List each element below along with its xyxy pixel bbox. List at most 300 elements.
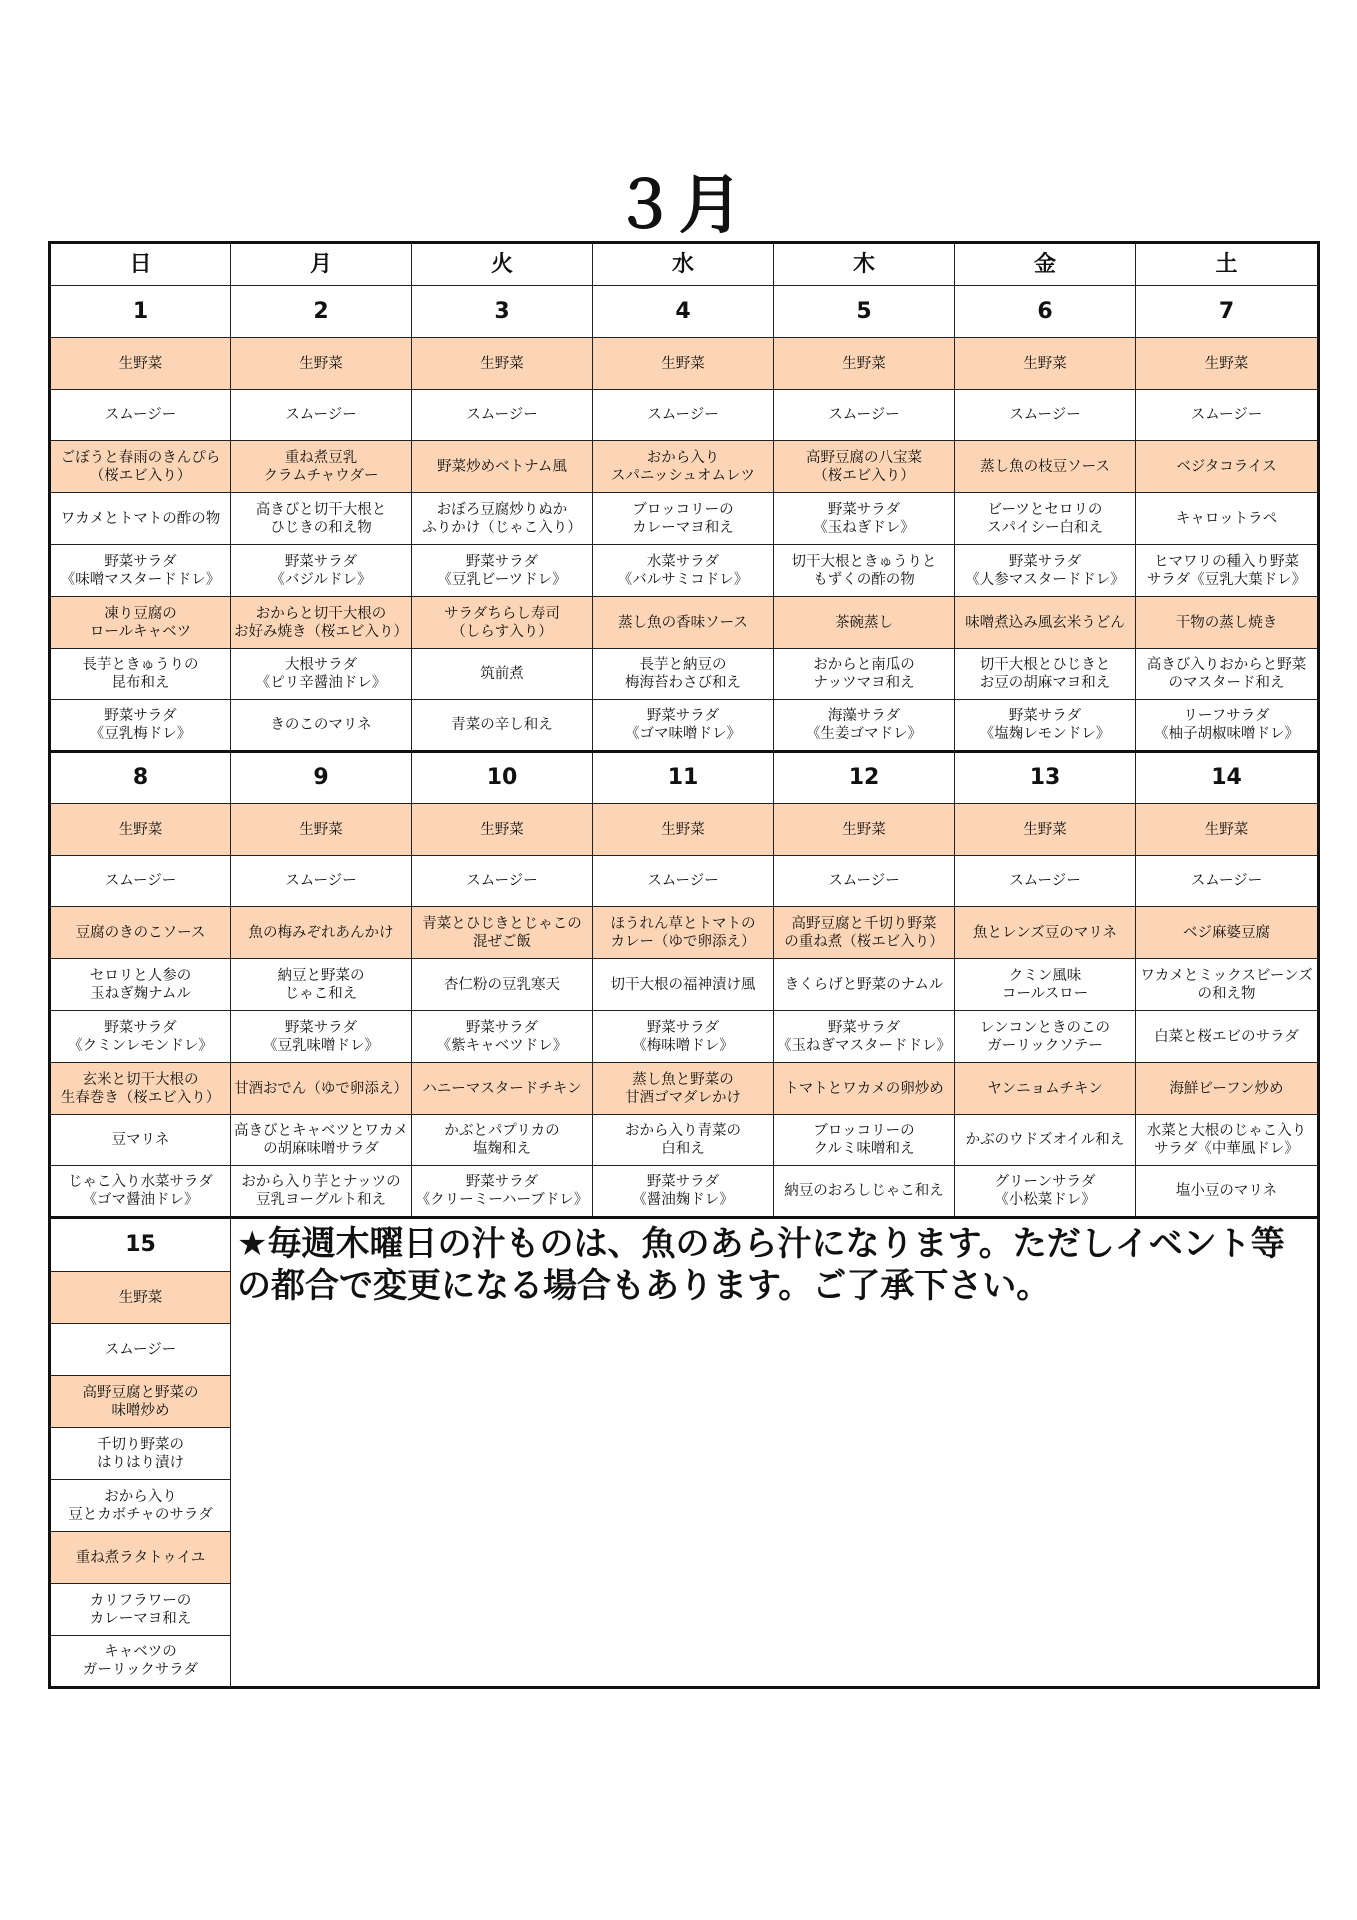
menu-item: ベジ麻婆豆腐 <box>1183 924 1270 941</box>
menu-cell <box>593 856 774 907</box>
menu-cell <box>593 1063 774 1115</box>
weekday-label: 日 <box>129 251 152 277</box>
menu-cell <box>774 338 955 390</box>
menu-item: 生野菜 <box>842 355 886 372</box>
menu-cell <box>593 649 774 700</box>
menu-cell <box>593 441 774 493</box>
menu-cell <box>50 545 231 597</box>
menu-cell <box>774 597 955 649</box>
menu-item: ブロッコリーの クルミ味噌和え <box>813 1123 915 1157</box>
date-cell <box>412 752 593 804</box>
menu-item: 塩小豆のマリネ <box>1175 1183 1278 1199</box>
menu-cell <box>50 597 231 649</box>
menu-cell <box>593 545 774 597</box>
menu-item: ヒマワリの種入り野菜 サラダ《豆乳大葉ドレ》 <box>1146 553 1307 588</box>
menu-cell <box>50 856 231 907</box>
menu-item: 海藻サラダ 《生姜ゴマドレ》 <box>806 708 922 742</box>
menu-cell <box>1136 907 1319 959</box>
menu-cell <box>412 441 593 493</box>
menu-cell <box>412 856 593 907</box>
menu-cell <box>955 1063 1136 1115</box>
menu-cell <box>412 700 593 752</box>
menu-item: スムージー <box>828 407 900 423</box>
menu-item: 野菜サラダ 《バジルドレ》 <box>270 553 372 588</box>
menu-item: スムージー <box>104 1341 177 1358</box>
menu-cell <box>1136 856 1319 907</box>
date-number: 14 <box>1211 765 1242 790</box>
date-cell <box>50 286 231 338</box>
menu-cell <box>50 1115 231 1166</box>
menu-item: ほうれん草とトマトの カレー（ゆで卵添え） <box>610 915 756 950</box>
menu-cell <box>774 545 955 597</box>
menu-item: 重ね煮ラタトゥイユ <box>75 1549 206 1566</box>
menu-item: ごぼうと春雨のきんぴら （桜エビ入り） <box>60 449 221 484</box>
menu-item: スムージー <box>1009 873 1081 889</box>
menu-item: スムージー <box>285 873 357 889</box>
menu-item: 納豆のおろしじゃこ和え <box>784 1183 944 1199</box>
menu-item: スムージー <box>466 873 538 889</box>
menu-cell <box>231 390 412 441</box>
menu-item: 野菜サラダ 《玉ねぎマスタードドレ》 <box>777 1019 951 1054</box>
menu-item: じゃこ入り水菜サラダ 《ゴマ醤油ドレ》 <box>68 1174 213 1208</box>
menu-item: スムージー <box>285 407 357 423</box>
menu-cell <box>774 907 955 959</box>
menu-cell <box>50 390 231 441</box>
menu-item: 野菜サラダ 《醤油麹ドレ》 <box>632 1174 734 1208</box>
menu-item: 納豆と野菜の じゃこ和え <box>277 967 365 1002</box>
menu-item: 高野豆腐の八宝菜 （桜エビ入り） <box>806 449 922 484</box>
menu-item: ワカメとミックスビーンズ の和え物 <box>1140 967 1313 1002</box>
menu-item: おからと切干大根の お好み焼き（桜エビ入り） <box>234 605 408 640</box>
menu-item: 切干大根とひじきと お豆の胡麻マヨ和え <box>979 657 1111 691</box>
date-number: 11 <box>667 765 699 790</box>
menu-item: かぶのウドズオイル和え <box>965 1132 1125 1148</box>
menu-item: おから入り 豆とカボチャのサラダ <box>68 1488 213 1523</box>
menu-row <box>50 1063 1319 1115</box>
menu-row <box>50 338 1319 390</box>
menu-cell <box>774 1115 955 1166</box>
menu-cell <box>955 493 1136 545</box>
menu-item: 生野菜 <box>118 355 163 372</box>
menu-row <box>50 390 1319 441</box>
menu-item: 高野豆腐と千切り野菜 の重ね煮（桜エビ入り） <box>784 915 944 950</box>
menu-cell <box>50 338 231 390</box>
menu-item: スムージー <box>104 873 177 889</box>
menu-cell <box>593 338 774 390</box>
date-cell <box>955 752 1136 804</box>
menu-item: 野菜サラダ 《豆乳梅ドレ》 <box>89 708 192 742</box>
menu-row <box>50 545 1319 597</box>
menu-item: 生野菜 <box>480 821 524 838</box>
date-number: 9 <box>313 765 329 790</box>
menu-item: 生野菜 <box>1204 355 1249 372</box>
menu-item: 大根サラダ 《ピリ辛醤油ドレ》 <box>255 657 387 691</box>
menu-cell <box>955 390 1136 441</box>
menu-item: 野菜炒めベトナム風 <box>437 458 567 475</box>
menu-cell <box>412 1115 593 1166</box>
menu-cell <box>412 1011 593 1063</box>
menu-cell <box>774 1011 955 1063</box>
menu-item: おから入り スパニッシュオムレツ <box>610 449 756 484</box>
menu-item: 豆マリネ <box>111 1132 170 1148</box>
weekday-label: 月 <box>309 251 332 277</box>
menu-item: きのこのマリネ <box>270 717 372 733</box>
menu-item: 野菜サラダ 《塩麹レモンドレ》 <box>979 708 1111 742</box>
menu-cell <box>50 441 231 493</box>
menu-cell <box>231 856 412 907</box>
date-number: 3 <box>494 298 510 324</box>
menu-cell <box>1136 1166 1319 1218</box>
date-number: 10 <box>486 765 518 790</box>
menu-row <box>50 493 1319 545</box>
date-cell <box>50 1218 231 1272</box>
menu-item: 生野菜 <box>842 821 886 838</box>
menu-cell <box>50 1324 231 1376</box>
date-number: 12 <box>848 765 880 790</box>
menu-cell <box>1136 1011 1319 1063</box>
menu-cell <box>412 959 593 1011</box>
menu-cell <box>231 804 412 856</box>
menu-item: スムージー <box>647 873 719 889</box>
menu-item: 切干大根ときゅうりと もずくの酢の物 <box>791 553 937 588</box>
menu-cell <box>774 649 955 700</box>
date-row <box>50 286 1319 338</box>
menu-cell <box>955 856 1136 907</box>
weekday-cell <box>1136 243 1319 286</box>
menu-cell <box>593 907 774 959</box>
menu-cell <box>412 390 593 441</box>
menu-item: レンコンときのこの ガーリックソテー <box>979 1019 1111 1054</box>
menu-item: ワカメとトマトの酢の物 <box>60 510 221 527</box>
date-cell <box>955 286 1136 338</box>
menu-cell <box>50 1480 231 1532</box>
menu-item: 長芋と納豆の 梅海苔わさび和え <box>625 657 741 691</box>
menu-item: おからと南瓜の ナッツマヨ和え <box>813 657 915 691</box>
menu-item: 重ね煮豆乳 クラムチャウダー <box>263 449 379 484</box>
menu-item: 切干大根の福神漬け風 <box>610 976 756 993</box>
date-number: 4 <box>675 298 691 324</box>
menu-item: トマトとワカメの卵炒め <box>784 1080 944 1097</box>
menu-row <box>50 856 1319 907</box>
menu-row <box>50 441 1319 493</box>
menu-cell <box>955 597 1136 649</box>
menu-item: 野菜サラダ 《味噌マスタードドレ》 <box>60 553 221 588</box>
weekday-label: 水 <box>671 251 694 277</box>
menu-item: 青菜とひじきとじゃこの 混ぜご飯 <box>422 915 582 950</box>
menu-item: 野菜サラダ 《クリーミーハーブドレ》 <box>415 1174 589 1208</box>
menu-item: 魚とレンズ豆のマリネ <box>973 924 1117 941</box>
menu-item: 生野菜 <box>1023 355 1067 372</box>
menu-cell <box>955 1115 1136 1166</box>
menu-cell <box>774 700 955 752</box>
menu-cell <box>231 1063 412 1115</box>
menu-cell <box>231 959 412 1011</box>
menu-cell <box>50 1428 231 1480</box>
menu-cell <box>774 1063 955 1115</box>
menu-cell <box>1136 338 1319 390</box>
date-cell <box>774 286 955 338</box>
menu-row <box>50 597 1319 649</box>
date-number: 2 <box>313 298 329 324</box>
menu-cell <box>593 1166 774 1218</box>
menu-cell <box>1136 597 1319 649</box>
menu-cell <box>50 649 231 700</box>
menu-item: おぼろ豆腐炒りぬか ふりかけ（じゃこ入り） <box>422 501 582 536</box>
menu-cell <box>231 545 412 597</box>
menu-cell <box>1136 1063 1319 1115</box>
menu-item: 高きびとキャベツとワカメ の胡麻味噌サラダ <box>234 1123 408 1157</box>
menu-item: セロリと人参の 玉ねぎ麹ナムル <box>89 967 192 1002</box>
date-cell <box>774 752 955 804</box>
menu-cell <box>1136 1115 1319 1166</box>
menu-item: 水菜サラダ 《バルサミコドレ》 <box>617 553 749 588</box>
menu-cell <box>50 1272 231 1324</box>
date-cell <box>593 752 774 804</box>
date-cell <box>1136 752 1319 804</box>
menu-item: 長芋ときゅうりの 昆布和え <box>82 657 199 691</box>
menu-cell <box>50 1532 231 1584</box>
page-title: ３月 <box>612 169 745 243</box>
menu-item: 野菜サラダ 《クミンレモンドレ》 <box>68 1019 213 1054</box>
menu-item: 玄米と切干大根の 生春巻き（桜エビ入り） <box>60 1071 221 1106</box>
menu-cell <box>50 1063 231 1115</box>
menu-item: 生野菜 <box>1023 821 1067 838</box>
menu-cell <box>412 1063 593 1115</box>
menu-cell <box>412 545 593 597</box>
menu-item: スムージー <box>828 873 900 889</box>
menu-cell <box>593 493 774 545</box>
menu-item: 生野菜 <box>118 1289 163 1306</box>
menu-item: 茶碗蒸し <box>835 614 893 631</box>
menu-cell <box>955 907 1136 959</box>
menu-item: ヤンニョムチキン <box>987 1080 1103 1097</box>
menu-item: 生野菜 <box>661 355 705 372</box>
menu-item: 杏仁粉の豆乳寒天 <box>444 976 560 993</box>
notice-box <box>231 1218 1319 1688</box>
weekday-header-row <box>50 243 1319 286</box>
menu-item: 蒸し魚と野菜の 甘酒ゴマダレかけ <box>625 1071 741 1106</box>
weekday-label: 金 <box>1033 251 1056 277</box>
date-number: 15 <box>125 1232 156 1257</box>
menu-cell <box>593 1011 774 1063</box>
date-cell <box>50 752 231 804</box>
menu-item: サラダちらし寿司 （しらす入り） <box>444 605 560 640</box>
menu-cell <box>955 1011 1136 1063</box>
menu-cell <box>231 649 412 700</box>
date-cell <box>412 286 593 338</box>
menu-cell <box>1136 649 1319 700</box>
menu-cell <box>1136 804 1319 856</box>
date-cell <box>1136 286 1319 338</box>
menu-cell <box>1136 959 1319 1011</box>
date-number: 1 <box>132 298 149 324</box>
menu-item: おから入り芋とナッツの 豆乳ヨーグルト和え <box>241 1174 401 1208</box>
menu-item: スムージー <box>1009 407 1081 423</box>
menu-cell <box>412 597 593 649</box>
menu-item: ビーツとセロリの スパイシー白和え <box>987 501 1103 536</box>
menu-row <box>50 700 1319 752</box>
date-cell <box>231 286 412 338</box>
menu-cell <box>50 907 231 959</box>
date-number: 6 <box>1037 298 1053 324</box>
menu-row <box>50 959 1319 1011</box>
menu-calendar <box>48 241 1320 1689</box>
menu-item: 生野菜 <box>299 355 343 372</box>
menu-cell <box>412 804 593 856</box>
menu-cell <box>593 1115 774 1166</box>
date-number: 7 <box>1218 298 1235 324</box>
menu-cell <box>955 700 1136 752</box>
menu-cell <box>231 338 412 390</box>
menu-cell <box>955 338 1136 390</box>
menu-cell <box>774 856 955 907</box>
menu-cell <box>955 959 1136 1011</box>
menu-row <box>50 1011 1319 1063</box>
menu-row <box>50 1166 1319 1218</box>
menu-item: 蒸し魚の枝豆ソース <box>980 458 1110 475</box>
menu-item: 凍り豆腐の ロールキャベツ <box>89 605 192 640</box>
menu-item: キャロットラペ <box>1175 510 1278 527</box>
menu-cell <box>593 390 774 441</box>
menu-cell <box>50 959 231 1011</box>
weekday-label: 火 <box>490 251 513 277</box>
menu-item: 高野豆腐と野菜の 味噌炒め <box>82 1384 199 1419</box>
menu-cell <box>593 700 774 752</box>
menu-item: 高きび入りおからと野菜 のマスタード和え <box>1146 657 1307 691</box>
menu-item: 豆腐のきのこソース <box>75 924 206 941</box>
menu-cell <box>231 907 412 959</box>
weekday-cell <box>412 243 593 286</box>
menu-cell <box>231 700 412 752</box>
menu-item: 野菜サラダ 《豆乳味噌ドレ》 <box>263 1019 379 1054</box>
menu-cell <box>955 649 1136 700</box>
menu-cell <box>955 545 1136 597</box>
menu-item: おから入り青菜の 白和え <box>625 1123 741 1157</box>
menu-item: 青菜の辛し和え <box>451 717 553 733</box>
menu-row <box>50 1115 1319 1166</box>
menu-cell <box>774 390 955 441</box>
menu-cell <box>412 338 593 390</box>
menu-cell <box>774 959 955 1011</box>
menu-cell <box>412 649 593 700</box>
date-row <box>50 1218 1319 1272</box>
menu-cell <box>955 804 1136 856</box>
menu-cell <box>412 1166 593 1218</box>
menu-cell <box>774 1166 955 1218</box>
menu-item: 野菜サラダ 《ゴマ味噌ドレ》 <box>625 708 741 742</box>
weekday-cell <box>50 243 231 286</box>
menu-item: 魚の梅みぞれあんかけ <box>248 924 394 941</box>
menu-item: 白菜と桜エビのサラダ <box>1154 1028 1299 1045</box>
menu-item: 生野菜 <box>118 821 163 838</box>
menu-cell <box>774 804 955 856</box>
menu-cell <box>412 493 593 545</box>
date-number: 5 <box>856 298 872 324</box>
menu-cell <box>593 959 774 1011</box>
menu-item: リーフサラダ 《柚子胡椒味噌ドレ》 <box>1154 708 1299 742</box>
menu-cell <box>50 700 231 752</box>
menu-item: 蒸し魚の香味ソース <box>618 614 748 631</box>
menu-item: 野菜サラダ 《紫キャベツドレ》 <box>436 1019 568 1054</box>
menu-item: グリーンサラダ 《小松菜ドレ》 <box>994 1174 1096 1208</box>
menu-item: 野菜サラダ 《豆乳ビーツドレ》 <box>437 553 567 588</box>
menu-cell <box>1136 390 1319 441</box>
menu-item: スムージー <box>1190 407 1263 423</box>
menu-item: スムージー <box>104 407 177 423</box>
menu-item: 生野菜 <box>480 355 524 372</box>
date-cell <box>593 286 774 338</box>
menu-cell <box>774 493 955 545</box>
menu-item: 生野菜 <box>1204 821 1249 838</box>
menu-item: 干物の蒸し焼き <box>1175 614 1278 631</box>
weekday-label: 木 <box>852 251 875 277</box>
notice-text: ★毎週木曜日の汁ものは、魚のあら汁になります。ただしイベント等の都合で変更になる場合もあります。ご了承下さい。 <box>237 1224 1285 1306</box>
menu-cell <box>593 597 774 649</box>
menu-item: キャベツの ガーリックサラダ <box>82 1644 199 1678</box>
menu-item: 高きびと切干大根と ひじきの和え物 <box>255 501 387 536</box>
menu-cell <box>231 597 412 649</box>
menu-cell <box>1136 493 1319 545</box>
weekday-cell <box>231 243 412 286</box>
menu-row <box>50 907 1319 959</box>
menu-item: 海鮮ビーフン炒め <box>1169 1080 1284 1097</box>
menu-item: クミン風味 コールスロー <box>1001 967 1089 1002</box>
date-row <box>50 752 1319 804</box>
menu-cell <box>50 1636 231 1688</box>
menu-item: 生野菜 <box>299 821 343 838</box>
menu-cell <box>231 1115 412 1166</box>
weekday-label: 土 <box>1215 251 1238 277</box>
weekday-cell <box>955 243 1136 286</box>
menu-cell <box>50 1584 231 1636</box>
menu-item: カリフラワーの カレーマヨ和え <box>89 1592 192 1627</box>
menu-item: きくらげと野菜のナムル <box>784 976 944 993</box>
menu-cell <box>231 493 412 545</box>
menu-item: 生野菜 <box>661 821 705 838</box>
menu-item: 野菜サラダ 《人参マスタードドレ》 <box>965 553 1125 588</box>
menu-item: スムージー <box>466 407 538 423</box>
menu-item: 野菜サラダ 《玉ねぎドレ》 <box>813 501 915 536</box>
menu-item: スムージー <box>647 407 719 423</box>
menu-item: ブロッコリーの カレーマヨ和え <box>632 501 734 536</box>
menu-cell <box>1136 700 1319 752</box>
menu-cell <box>774 441 955 493</box>
menu-item: 甘酒おでん（ゆで卵添え） <box>234 1080 408 1097</box>
menu-cell <box>50 1376 231 1428</box>
menu-item: 味噌煮込み風玄米うどん <box>965 614 1125 631</box>
menu-row <box>50 649 1319 700</box>
menu-item: 筑前煮 <box>480 666 524 682</box>
menu-cell <box>1136 441 1319 493</box>
date-number: 13 <box>1029 765 1061 790</box>
menu-cell <box>50 1166 231 1218</box>
menu-item: スムージー <box>1190 873 1263 889</box>
menu-item: 野菜サラダ 《梅味噌ドレ》 <box>632 1019 734 1054</box>
date-number: 8 <box>132 765 149 790</box>
menu-row <box>50 804 1319 856</box>
menu-cell <box>593 804 774 856</box>
menu-item: 水菜と大根のじゃこ入り サラダ《中華風ドレ》 <box>1146 1123 1307 1157</box>
menu-item: かぶとパプリカの 塩麹和え <box>444 1123 560 1157</box>
menu-item: ハニーマスタードチキン <box>422 1080 582 1097</box>
menu-item: ベジタコライス <box>1176 458 1277 475</box>
menu-cell <box>955 441 1136 493</box>
menu-cell <box>231 441 412 493</box>
menu-cell <box>231 1166 412 1218</box>
menu-cell <box>50 1011 231 1063</box>
weekday-cell <box>593 243 774 286</box>
menu-cell <box>50 804 231 856</box>
